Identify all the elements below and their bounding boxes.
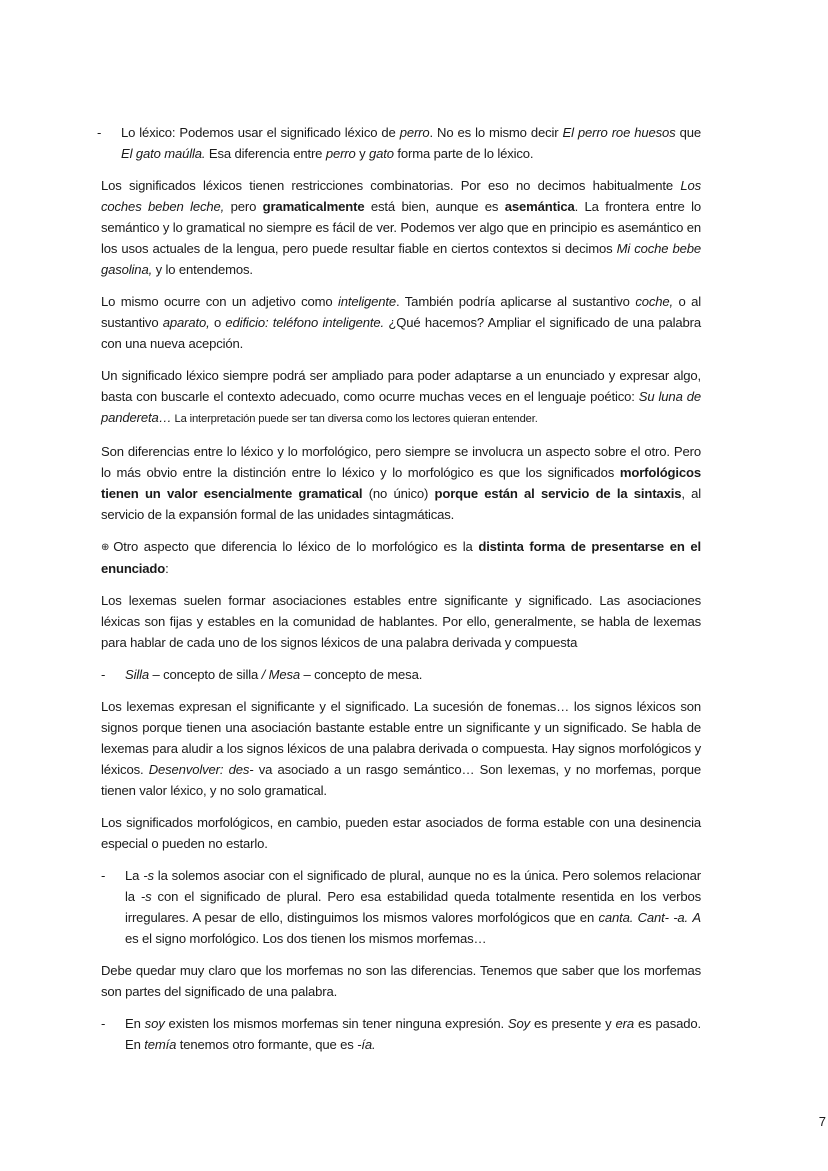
bold-text: asemántica: [504, 199, 575, 214]
text-run: está bien, aunque es: [364, 199, 505, 214]
text-run: ¿Qué hacemos? Ampliar el significado de una palabra con una nueva acepción.: [101, 315, 701, 351]
bold-text: morfológicos tienen un valor esencialmente gramatical: [101, 465, 701, 501]
text-run: – concepto de silla: [149, 667, 262, 682]
italic-text: inteligente: [338, 294, 397, 309]
bullet-item: [97, 122, 701, 164]
paragraph: [101, 365, 701, 430]
italic-text: A: [692, 910, 701, 925]
text-run: con el significado de plural. Pero esa estabilidad queda totalmente resentida en los verbos irregulares. A pesar de ello, distinguimos los mismos valores morfológicos que en: [125, 889, 701, 925]
italic-text: edificio: teléfono inteligente.: [225, 315, 385, 330]
italic-text: soy: [144, 1016, 165, 1031]
bullet-dash: -: [101, 868, 106, 883]
text-run: . No es lo mismo decir: [429, 125, 563, 140]
bullet-item: [101, 1013, 701, 1055]
bold-text: gramaticalmente: [262, 199, 365, 214]
text-run: existen los mismos morfemas sin tener ninguna expresión.: [164, 1016, 508, 1031]
italic-text: Mi coche bebe gasolina,: [101, 241, 701, 277]
text-run: En: [125, 1016, 145, 1031]
text-run: es pasado. En: [125, 1016, 701, 1052]
text-run: que: [675, 125, 701, 140]
text-run: y lo entendemos.: [152, 262, 253, 277]
bullet-dash: -: [101, 1016, 106, 1031]
italic-text: aparato,: [162, 315, 210, 330]
paragraph: [101, 960, 701, 1002]
text-run: Debe quedar muy claro que los morfemas no son las diferencias. Tenemos que saber que los morfemas son partes del significado de una palabra.: [101, 963, 701, 999]
document-page-body: [97, 122, 702, 1066]
text-run: es presente y: [530, 1016, 616, 1031]
text-run: Otro aspecto que diferencia lo léxico de lo morfológico es la: [113, 539, 479, 554]
text-run: . También podría aplicarse al sustantivo: [396, 294, 636, 309]
text-run: La interpretación puede ser tan diversa como los lectores quieran entender.: [171, 413, 538, 425]
bold-text: porque están al servicio de la sintaxis: [434, 486, 682, 501]
italic-text: perro: [399, 125, 430, 140]
italic-text: Soy: [507, 1016, 531, 1031]
text-run: Los significados morfológicos, en cambio, pueden estar asociados de forma estable con una desinencia especial o pueden no estarlo.: [101, 815, 701, 851]
text-run: La: [125, 868, 144, 883]
text-run: Esa diferencia entre: [205, 146, 326, 161]
text-run: tenemos otro formante, que es: [176, 1037, 358, 1052]
text-run: – concepto de mesa.: [300, 667, 423, 682]
text-run: pero: [224, 199, 263, 214]
text-run: Lo léxico: Podemos usar el significado léxico de: [121, 125, 400, 140]
paragraph: [101, 696, 701, 801]
text-run: (no único): [362, 486, 435, 501]
italic-text: perro: [325, 146, 356, 161]
text-run: Son diferencias entre lo léxico y lo morfológico, pero siempre se involucra un aspecto sobre el otro. Pero lo más obvio entre la distinción entre lo léxico y lo morfológico es que los significados: [101, 444, 701, 480]
bullet-item: [101, 664, 701, 685]
italic-text: Desenvolver: des-: [148, 762, 254, 777]
page-number: 7: [818, 1114, 826, 1129]
italic-text: Los coches beben leche,: [101, 178, 701, 214]
italic-text: / Mesa: [261, 667, 300, 682]
text-run: la solemos asociar con el significado de plural, aunque no es la única. Pero solemos relacionar la: [125, 868, 701, 904]
bold-text: distinta forma de presentarse en el enunciado: [101, 539, 701, 576]
text-run: , al servicio de la expansión formal de las unidades sintagmáticas.: [101, 486, 702, 522]
text-run: Lo mismo ocurre con un adjetivo como: [101, 294, 338, 309]
text-run: . La frontera entre lo semántico y lo gramatical no siempre es fácil de ver. Podemos ver algo que en principio es asemántico en los usos actuales de la lengua, pero puede resultar fiable en ciertos contextos si decimos: [101, 199, 701, 256]
italic-text: Su luna de pandereta…: [101, 389, 701, 425]
text-run: Los lexemas suelen formar asociaciones estables entre significante y significado. Las asociaciones léxicas son fijas y estables en la comunidad de hablantes. Por ello, generalmente, se habla de lexemas para hablar de cada uno de los signos léxicos de una palabra derivada y compuesta: [101, 593, 701, 650]
circled-plus-icon: ⊕: [101, 542, 110, 553]
italic-text: gato: [369, 146, 394, 161]
text-run: o: [209, 315, 226, 330]
italic-text: El perro roe huesos: [562, 125, 676, 140]
text-run: :: [165, 561, 169, 576]
text-run: va asociado a un rasgo semántico… Son lexemas, y no morfemas, porque tienen valor léxico, y no solo gramatical.: [101, 762, 701, 798]
paragraph: [101, 812, 701, 854]
text-run: Un significado léxico siempre podrá ser ampliado para poder adaptarse a un enunciado y expresar algo, basta con buscarle el contexto adecuado, como ocurre muchas veces en el lenguaje poético:: [101, 368, 701, 404]
text-run: Los significados léxicos tienen restricciones combinatorias. Por eso no decimos habitualmente: [101, 178, 681, 193]
paragraph: [101, 590, 701, 653]
italic-text: era: [615, 1016, 635, 1031]
bullet-dash: -: [101, 667, 106, 682]
text-run: y: [355, 146, 370, 161]
italic-text: canta. Cant- -a.: [598, 910, 689, 925]
italic-text: -s: [140, 889, 152, 904]
italic-text: temía: [144, 1037, 177, 1052]
italic-text: coche,: [635, 294, 673, 309]
text-run: o al sustantivo: [101, 294, 702, 330]
bullet-dash: -: [97, 125, 102, 140]
paragraph: [101, 441, 701, 525]
paragraph: [101, 291, 701, 354]
paragraph: [101, 175, 701, 280]
bullet-item: [101, 865, 701, 949]
italic-text: -s: [143, 868, 154, 883]
italic-text: Silla: [125, 667, 149, 682]
text-run: forma parte de lo léxico.: [393, 146, 534, 161]
italic-text: El gato maúlla.: [121, 146, 206, 161]
paragraph: [101, 536, 701, 579]
text-run: es el signo morfológico. Los dos tienen los mismos morfemas…: [125, 931, 487, 946]
italic-text: -ía.: [357, 1037, 376, 1052]
text-run: Los lexemas expresan el significante y el significado. La sucesión de fonemas… los signos léxicos son signos porque tienen una asociación bastante estable entre un significante y un significado. Se habla de lexemas para aludir a los signos léxicos de una palabra derivada o compuesta. Hay signos morfológicos y léxicos.: [101, 699, 701, 777]
